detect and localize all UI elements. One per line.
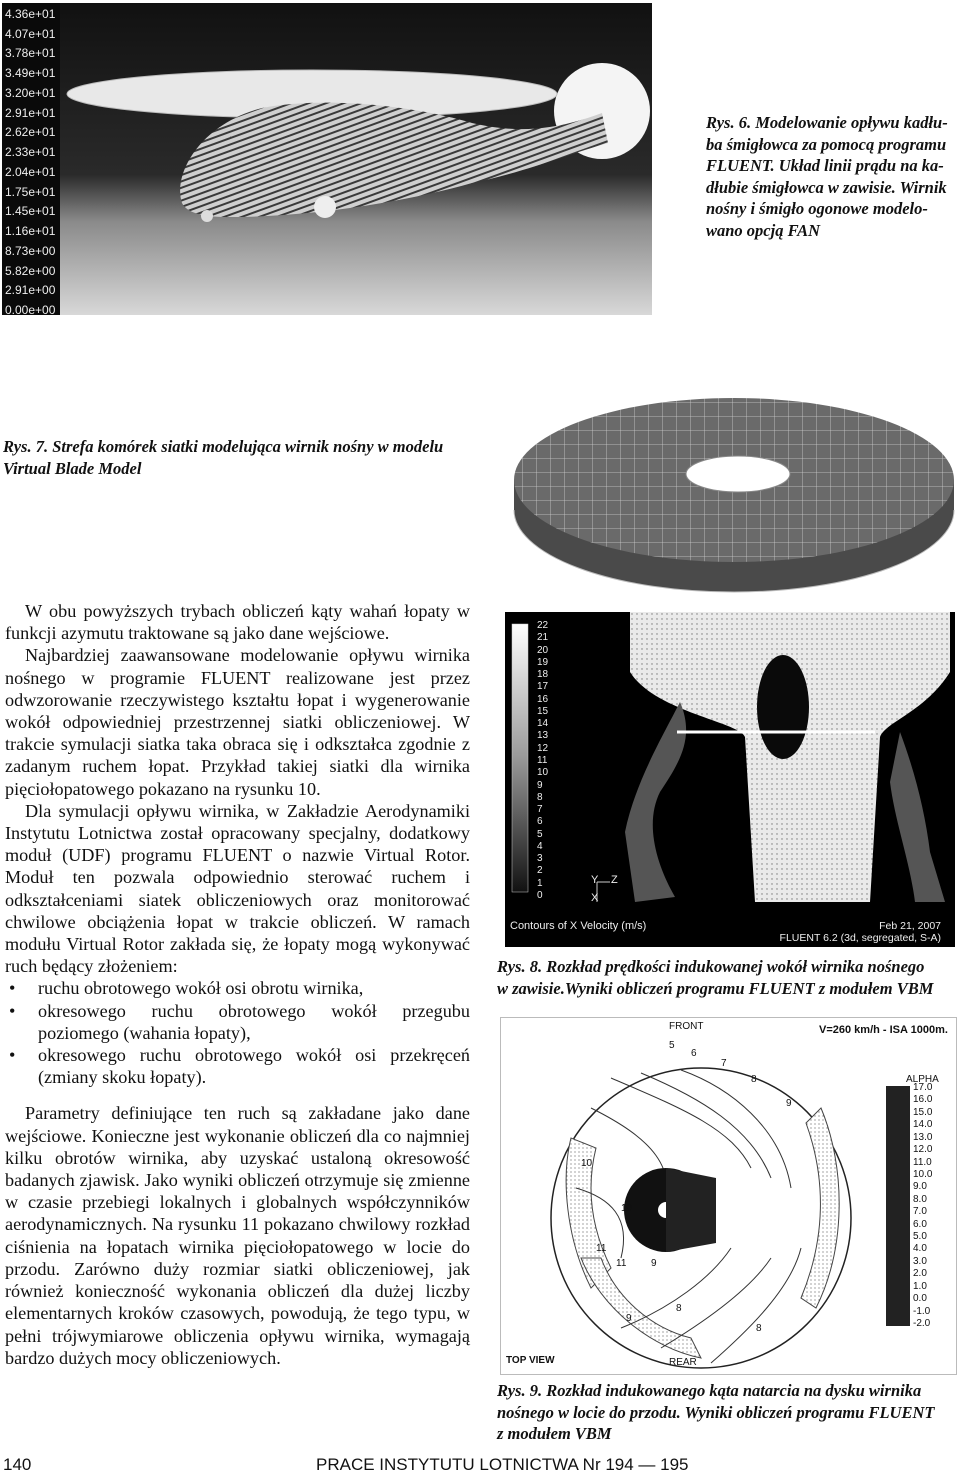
caption-line: Rys. 8. Rozkład prędkości indukowanej wokół wirnika nośnego bbox=[497, 957, 925, 976]
legend-value: 10.0 bbox=[913, 1168, 933, 1180]
legend-value: 2.04e+01 bbox=[5, 164, 56, 179]
legend-value: 3.20e+01 bbox=[5, 85, 56, 100]
scale-label: 18 bbox=[537, 669, 549, 681]
figure-8-footer-version: FLUENT 6.2 (3d, segregated, S-A) bbox=[779, 932, 941, 944]
legend-value: 0.0 bbox=[913, 1293, 927, 1305]
figure-8-scale-labels bbox=[537, 620, 577, 900]
scale-label: 22 bbox=[537, 620, 549, 631]
contour-label: 8 bbox=[756, 1323, 762, 1334]
scale-label: 14 bbox=[537, 718, 549, 730]
legend-value: 17.0 bbox=[913, 1082, 933, 1093]
legend-value: 4.07e+01 bbox=[5, 26, 56, 41]
legend-value: 8.73e+00 bbox=[5, 243, 56, 258]
figure-9-legend bbox=[913, 1082, 955, 1329]
contour-label: 8 bbox=[751, 1074, 757, 1085]
legend-value: 4.0 bbox=[913, 1243, 927, 1255]
legend-value: 13.0 bbox=[913, 1131, 933, 1143]
caption-line: Rys. 7. Strefa komórek siatki modelująca wirnik nośny w modelu bbox=[3, 437, 444, 456]
figure-7-caption bbox=[3, 436, 523, 479]
figure-6-legend bbox=[2, 3, 72, 315]
legend-value: 3.78e+01 bbox=[5, 46, 56, 61]
figure-6-helicopter-streamlines bbox=[2, 3, 652, 315]
legend-value: -2.0 bbox=[913, 1318, 931, 1329]
scale-label: 7 bbox=[537, 804, 543, 816]
legend-value: 1.16e+01 bbox=[5, 224, 56, 239]
list-item: • okresowego ruchu obrotowego wokół przegubu poziomego (wahania łopaty), bbox=[9, 1000, 470, 1043]
figure-8-caption bbox=[497, 956, 959, 999]
scale-label: 0 bbox=[537, 890, 543, 901]
scale-label: 9 bbox=[537, 779, 543, 791]
figure-7-rotor-mesh bbox=[508, 360, 960, 600]
legend-value: 1.75e+01 bbox=[5, 184, 56, 199]
legend-value: 2.91e+00 bbox=[5, 283, 56, 298]
caption-line: wano opcją FAN bbox=[706, 220, 821, 240]
figure-9-image bbox=[501, 1018, 956, 1374]
contour-label: 7 bbox=[721, 1058, 727, 1069]
legend-value: 1.45e+01 bbox=[5, 204, 56, 219]
contour-label: 10 bbox=[581, 1158, 593, 1169]
legend-value: 14.0 bbox=[913, 1119, 933, 1131]
paragraph-2: Najbardziej zaawansowane modelowanie opływu wirnika nośnego w programie FLUENT realizowane jest przez odwzorowanie rzeczywistego kształtu łopat i wygenerowanie wokół odpowiedniej przestrzennej siatki obliczeniowej. W trakcie symulacji siatka taka obraca się i odkształca zgodnie z zadanym ruchem łopat. Przykład takiej siatki dla wirnika pięciołopatowego pokazano na rysunku 10. bbox=[5, 645, 470, 799]
journal-title: PRACE INSTYTUTU LOTNICTWA Nr 194 — 195 bbox=[316, 1455, 689, 1474]
legend-value: 15.0 bbox=[913, 1106, 933, 1118]
caption-line: w zawisie.Wyniki obliczeń programu FLUENT z modułem VBM bbox=[497, 978, 934, 998]
contour-label: 9 bbox=[786, 1098, 792, 1109]
front-label: FRONT bbox=[669, 1021, 704, 1032]
caption-line: nośny i śmigło ogonowe modelo- bbox=[706, 199, 928, 218]
contour-label: 11 bbox=[596, 1243, 607, 1254]
figure-8-footer-date: Feb 21, 2007 bbox=[879, 920, 941, 932]
scale-label: 11 bbox=[537, 755, 548, 766]
contour-label: 11 bbox=[616, 1258, 627, 1269]
legend-value: 8.0 bbox=[913, 1193, 927, 1205]
legend-value: 2.0 bbox=[913, 1268, 927, 1280]
scale-label: 12 bbox=[537, 742, 549, 754]
list-item: • okresowego ruchu obrotowego wokół osi przekręceń (zmiany skoku łopaty). bbox=[9, 1045, 470, 1088]
paragraph-4: Parametry definiujące ten ruch są zakładane jako dane wejściowe. Konieczne jest wykonanie obliczeń dla co najmniej kilku obrotów wirnika, aby uzyskać ustaloną okresowość badanych zjawisk. Jako wyniki obliczeń otrzymuje się zmienne w czasie przebiegi lokalnych i globalnych współczynników aerodynamicznych. Na rysunku 11 pokazano chwilowy rozkład ciśnienia na łopatach wirnika pięciołopatowego w locie do przodu. Zarówno duży rozmiar siatki obliczeniowej, jak również konieczność wykonania obliczeń dla dużej liczby elementarnych kroków czasowych, powodują, że tego typu, w pełni trójwymiarowe obliczenia opływu wirnika, wymagają bardzo dużych mocy obliczeniowych. bbox=[5, 1103, 470, 1368]
caption-line: Virtual Blade Model bbox=[3, 458, 142, 478]
figure-6-image bbox=[2, 3, 652, 315]
axis-y-label: Y bbox=[591, 874, 599, 886]
list-item: • ruchu obrotowego wokół osi obrotu wirnika, bbox=[9, 978, 364, 999]
legend-value: 11.0 bbox=[913, 1156, 932, 1168]
contour-label: 6 bbox=[691, 1048, 697, 1059]
legend-value: 5.82e+00 bbox=[5, 263, 56, 278]
caption-line: ba śmigłowca za pomocą programu bbox=[706, 134, 947, 154]
legend-value: -1.0 bbox=[913, 1305, 931, 1317]
legend-value: 2.33e+01 bbox=[5, 145, 56, 160]
legend-value: 2.62e+01 bbox=[5, 125, 56, 140]
scale-label: 6 bbox=[537, 816, 543, 828]
scale-label: 8 bbox=[537, 791, 543, 803]
figure-8-velocity-contours bbox=[505, 612, 955, 947]
top-view-label: TOP VIEW bbox=[506, 1355, 555, 1366]
contour-label: 9 bbox=[651, 1258, 657, 1269]
legend-value: 4.36e+01 bbox=[5, 7, 56, 21]
figure-8-footer-left: Contours of X Velocity (m/s) bbox=[510, 920, 647, 932]
scale-label: 19 bbox=[537, 656, 549, 668]
scale-label: 20 bbox=[537, 644, 549, 656]
legend-value: 0.00e+00 bbox=[5, 303, 56, 317]
scale-label: 10 bbox=[537, 767, 549, 779]
contour-label: 10 bbox=[621, 1203, 633, 1214]
legend-value: 2.91e+01 bbox=[5, 105, 56, 120]
scale-label: 2 bbox=[537, 865, 543, 877]
contour-label: 5 bbox=[669, 1040, 675, 1051]
contour-label: 9 bbox=[626, 1313, 632, 1324]
figure-9-induced-angle-map bbox=[500, 1017, 957, 1375]
figure-7-image bbox=[508, 360, 960, 600]
bullet-list bbox=[5, 977, 470, 1088]
scale-label: 15 bbox=[537, 705, 549, 717]
scale-label: 17 bbox=[537, 681, 549, 693]
legend-value: 6.0 bbox=[913, 1218, 927, 1230]
caption-line: dłubie śmigłowca w zawisie. Wirnik bbox=[706, 177, 947, 197]
legend-value: 12.0 bbox=[913, 1144, 933, 1156]
legend-value: 5.0 bbox=[913, 1231, 927, 1243]
rear-label: REAR bbox=[669, 1357, 697, 1368]
figure-6-caption bbox=[706, 112, 958, 241]
legend-value: 3.0 bbox=[913, 1255, 927, 1267]
scale-label: 21 bbox=[537, 632, 549, 644]
legend-value: 7.0 bbox=[913, 1206, 927, 1218]
scale-label: 1 bbox=[537, 877, 543, 889]
paragraph-3: Dla symulacji opływu wirnika, w Zakładzie Aerodynamiki Instytutu Lotnictwa został opracowany specjalny, dodatkowy moduł (UDF) programu FLUENT o nazwie Virtual Rotor. Moduł ten pozwala odpowiednio sterować ruchem i odkształceniami siatek obliczeniowych oraz monitorować chwilowe obciążenia łopat w trakcie obliczeń. W ramach modułu Virtual Rotor zakłada się, że łopaty mogą wykonywać ruch będący złożeniem: bbox=[5, 800, 470, 977]
contour-label: 8 bbox=[676, 1303, 682, 1314]
flight-condition: V=260 km/h - ISA 1000m. bbox=[819, 1024, 948, 1036]
legend-value: 16.0 bbox=[913, 1094, 933, 1106]
scale-label: 3 bbox=[537, 853, 543, 865]
scale-label: 4 bbox=[537, 840, 543, 852]
scale-label: 5 bbox=[537, 828, 543, 840]
caption-line: FLUENT. Układ linii prądu na ka- bbox=[706, 156, 944, 175]
legend-value: 3.49e+01 bbox=[5, 66, 56, 81]
page-number: 140 bbox=[3, 1455, 32, 1474]
legend-value: 1.0 bbox=[913, 1280, 927, 1292]
paragraph-1: W obu powyższych trybach obliczeń kąty wahań łopaty w funkcji azymutu traktowane są jako dane wejściowe. bbox=[5, 601, 470, 644]
caption-line: Rys. 9. Rozkład indukowanego kąta natarcia na dysku wirnika bbox=[497, 1381, 922, 1400]
axis-z-label: Z bbox=[611, 874, 618, 886]
legend-value: 9.0 bbox=[913, 1181, 927, 1193]
caption-line: Rys. 6. Modelowanie opływu kadłu- bbox=[706, 113, 948, 132]
scale-label: 16 bbox=[537, 693, 549, 705]
axis-x-label: X bbox=[591, 892, 599, 904]
scale-label: 13 bbox=[537, 730, 549, 742]
caption-line: z modułem VBM bbox=[497, 1424, 612, 1443]
body-text-column bbox=[5, 600, 470, 1369]
legend-title: ALPHA bbox=[906, 1074, 939, 1085]
caption-line: nośnego w locie do przodu. Wyniki obliczeń programu FLUENT bbox=[497, 1402, 935, 1422]
figure-9-caption bbox=[497, 1380, 959, 1445]
